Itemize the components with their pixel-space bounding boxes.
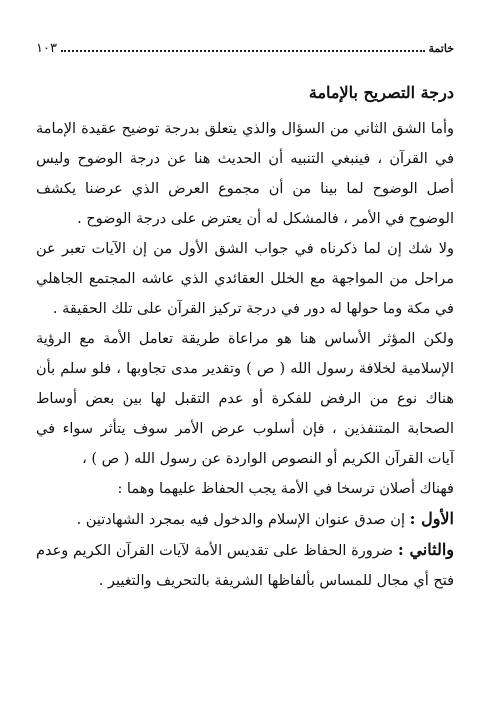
point-first-label: الأول : xyxy=(409,509,454,528)
section-heading: درجة التصريح بالإمامة xyxy=(308,83,454,102)
point-second xyxy=(36,535,454,596)
chapter-title: خاتمة xyxy=(428,42,454,55)
point-second-text: ضرورة الحفاظ على تقديس الأمة لآيات القرآن الكريم وعدم فتح أي مجال للمساس بألفاظها الشريفة بالتحريف والتغيير . xyxy=(36,543,454,589)
running-header xyxy=(36,34,454,56)
point-first-text: إن صدق عنوان الإسلام والدخول فيه بمجرد الشهادتين . xyxy=(76,512,405,528)
paragraph-3: ولكن المؤثر الأساس هنا هو مراعاة طريقة تعامل الأمة مع الرؤية الإسلامية لخلافة رسول الله ( ص ) وتقدير مدى تجاوبها ، فلو سلم بأن هناك نوع من الرفض للفكرة أو عدم التقبل لها بين بعض أوساط الصحابة المتنفذين ، فإن أسلوب عرض الأمر سوف يتأثر سواء في آيات القرآن الكريم أو النصوص الواردة عن رسول الله ( ص ) ، xyxy=(36,331,454,467)
paragraph-1: وأما الشق الثاني من السؤال والذي يتعلق بدرجة توضيح عقيدة الإمامة في القرآن ، فينبغي التنبيه أن الحديث هنا عن درجة الوضوح وليس أصل الوضوح لما بينا من أن مجموع العرض الذي عرضنا يكشف الوضوح في الأمر ، فالمشكل له أن يعترض على درجة الوضوح . xyxy=(36,121,454,227)
page-number: ١٠٣ xyxy=(36,41,57,56)
paragraph-4: فهناك أصلان ترسخا في الأمة يجب الحفاظ عليهما وهما : xyxy=(117,481,454,497)
dot-leader xyxy=(61,50,425,52)
book-page xyxy=(36,34,454,694)
point-first xyxy=(36,504,454,535)
point-second-label: والثاني : xyxy=(397,540,455,559)
paragraph-2: ولا شك إن لما ذكرناه في جواب الشق الأول من إن الآيات تعبر عن مراحل من المواجهة مع الخلل العقائدي الذي عاشه المجتمع الجاهلي في مكة وما حولها له دور في درجة تركيز القرآن على تلك الحقيقة . xyxy=(36,241,454,317)
